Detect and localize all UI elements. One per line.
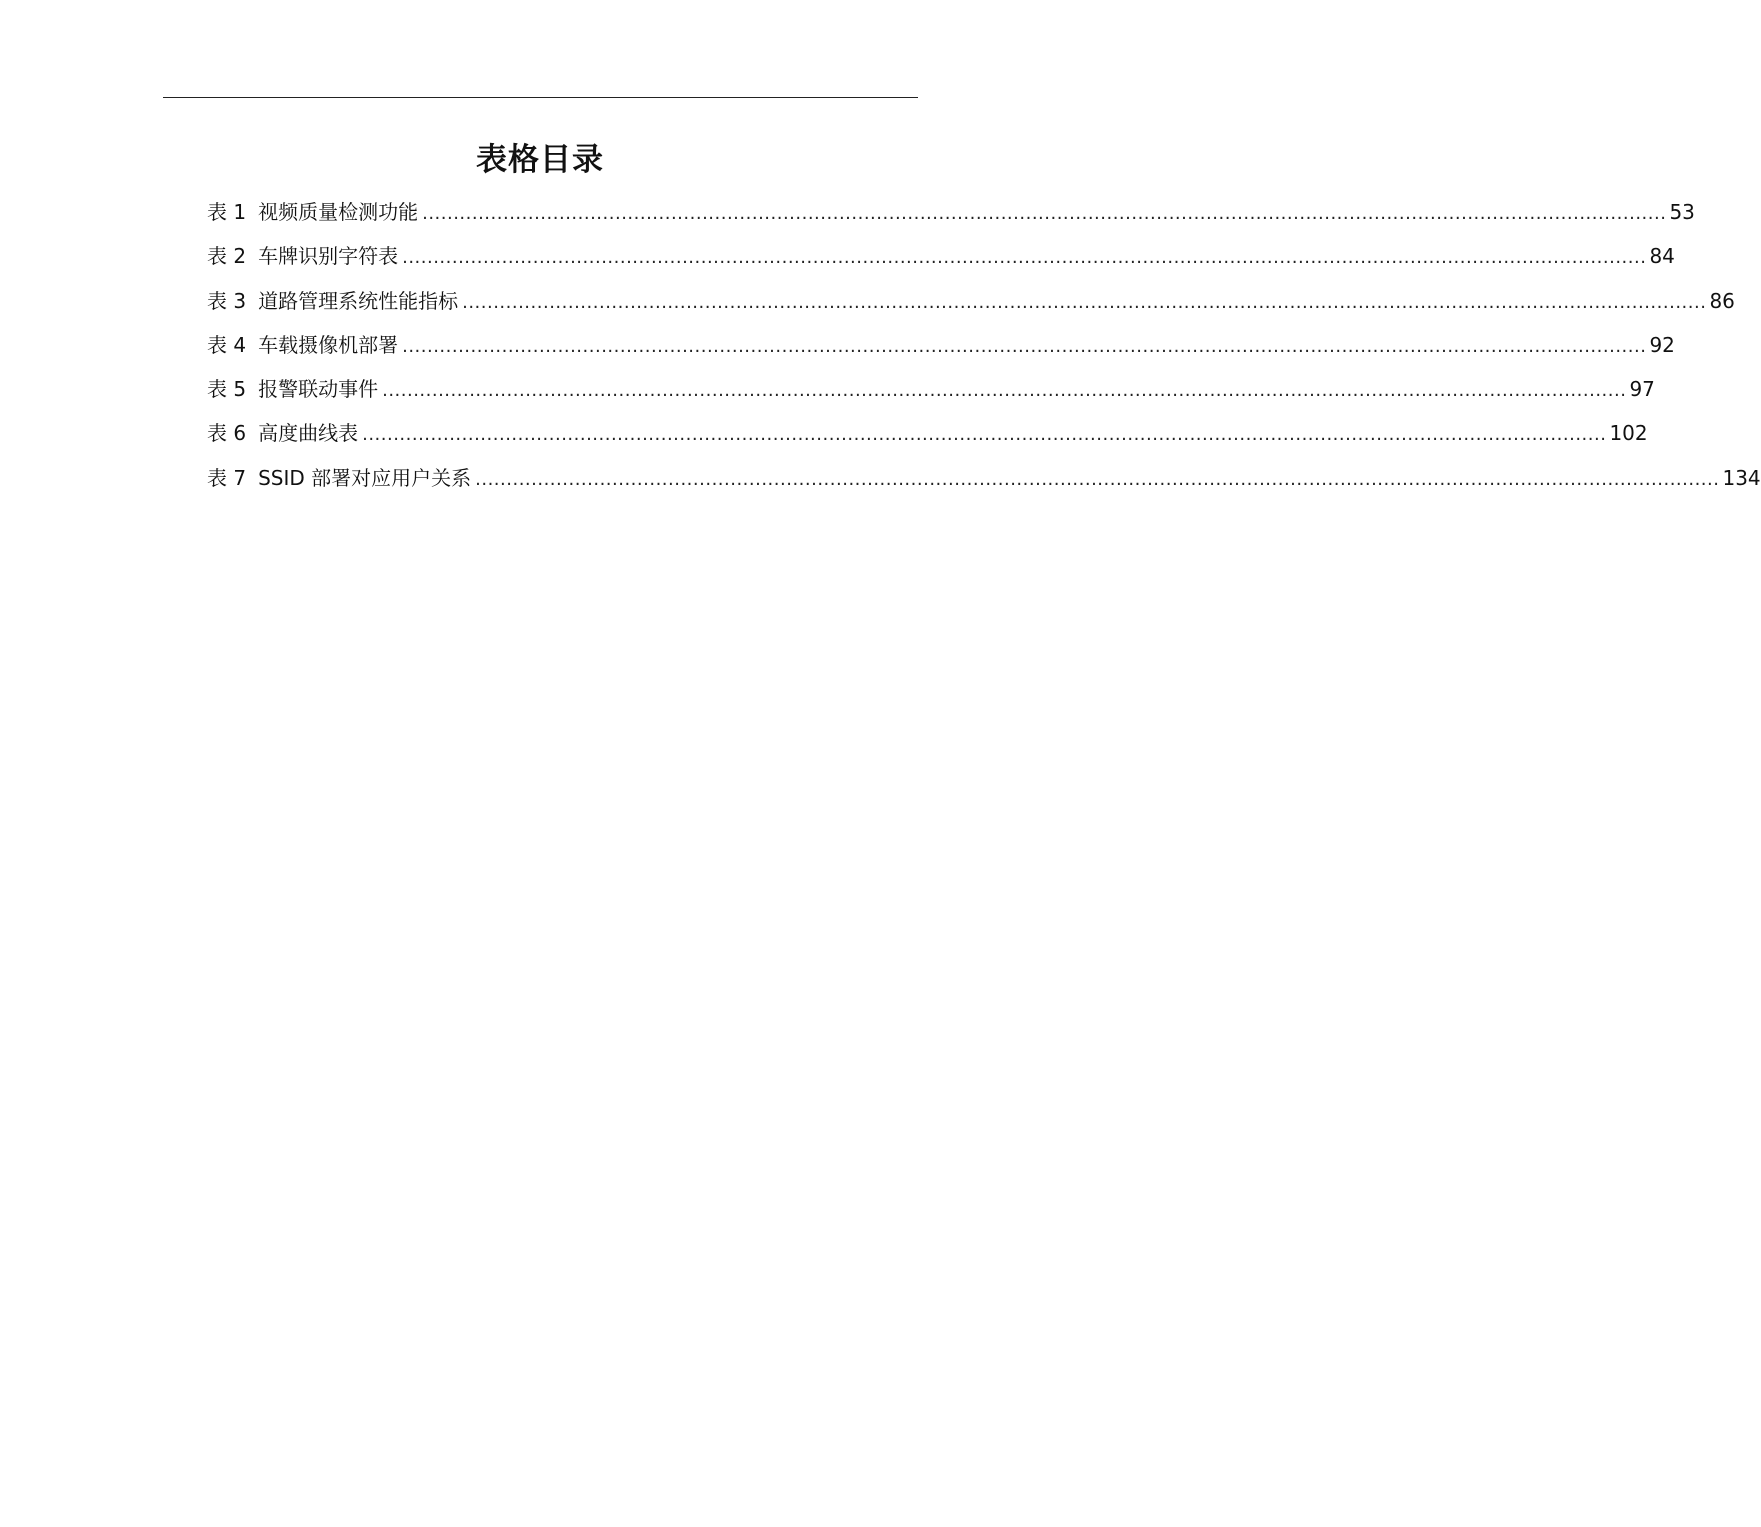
toc-dot-leader: ........................................................................................................................................................................................................ (402, 335, 1647, 357)
toc-entry-label: 高度曲线表 (258, 421, 359, 446)
toc-entry-label: 车牌识别字符表 (258, 244, 399, 269)
toc-entry[interactable] (207, 193, 1695, 237)
toc-entry-number: 表 2 (207, 244, 247, 269)
toc-entry-number: 表 4 (207, 332, 247, 357)
toc-entry-number: 表 5 (207, 377, 247, 402)
toc-entry-page: 102 (1609, 421, 1648, 446)
toc-entry-page: 86 (1709, 288, 1735, 313)
toc-entry-label: 报警联动事件 (258, 377, 379, 402)
toc-entry-label: 道路管理系统性能指标 (258, 288, 459, 313)
toc-entry[interactable] (207, 237, 1675, 281)
toc-dot-leader: ........................................................................................................................................................................................................ (462, 291, 1707, 313)
toc-entry-page: 134 (1722, 465, 1761, 490)
toc-entry[interactable] (207, 459, 1761, 503)
toc-entry-number: 表 3 (207, 288, 247, 313)
page-title: 表格目录 (476, 142, 604, 178)
toc-dot-leader: ........................................................................................................................................................................................................ (402, 247, 1647, 269)
toc-dot-leader: ........................................................................................................................................................................................................ (362, 424, 1607, 446)
toc-entry[interactable] (207, 370, 1655, 414)
toc-entry-page: 53 (1669, 200, 1695, 224)
toc-entry-page: 84 (1649, 244, 1675, 269)
table-of-tables (207, 193, 1761, 503)
toc-dot-leader: ........................................................................................................................................................................................................ (422, 203, 1667, 224)
toc-entry-page: 92 (1649, 332, 1675, 357)
toc-entry-label: 视频质量检测功能 (258, 200, 419, 224)
toc-dot-leader: ........................................................................................................................................................................................................ (475, 468, 1720, 490)
toc-entry-page: 97 (1629, 377, 1655, 402)
toc-entry-number: 表 1 (207, 200, 247, 224)
toc-entry-label: SSID 部署对应用户关系 (258, 465, 472, 490)
toc-entry-label: 车载摄像机部署 (258, 332, 399, 357)
header-rule (163, 97, 918, 98)
toc-entry[interactable] (207, 414, 1648, 458)
toc-entry[interactable] (207, 282, 1735, 326)
toc-entry-number: 表 7 (207, 465, 247, 490)
toc-entry[interactable] (207, 326, 1675, 370)
toc-dot-leader: ........................................................................................................................................................................................................ (382, 380, 1627, 402)
toc-entry-number: 表 6 (207, 421, 247, 446)
